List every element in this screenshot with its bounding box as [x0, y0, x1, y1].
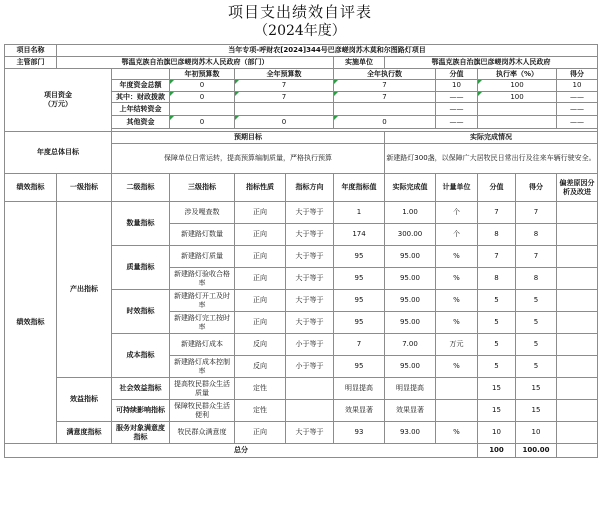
indicator-nature: 正向 [235, 290, 286, 312]
indicator-deviation [557, 400, 598, 422]
level2-sustainable: 可持续影响指标 [112, 400, 170, 422]
fiscal-score: —— [436, 92, 478, 103]
label-carryover: 上年结转资金 [112, 103, 170, 116]
header-deviation: 偏差原因分析及改进 [557, 174, 598, 202]
label-other-funds: 其他资金 [112, 116, 170, 129]
indicator-actual: 95.00 [385, 268, 436, 290]
header-level3: 三级指标 [170, 174, 235, 202]
indicator-name: 新建路灯开工及时率 [170, 290, 235, 312]
funds-blank-header [112, 69, 170, 80]
indicator-deviation [557, 224, 598, 246]
indicator-target: 174 [334, 224, 385, 246]
indicator-direction: 大于等于 [286, 246, 334, 268]
indicator-points: 8 [516, 268, 557, 290]
indicator-deviation [557, 246, 598, 268]
col-exec-rate: 执行率（%） [478, 69, 557, 80]
label-project-name: 项目名称 [5, 45, 57, 57]
level2-quality: 质量指标 [112, 246, 170, 290]
col-annual-budget: 年初预算数 [170, 69, 235, 80]
actual-done-text: 新建路灯300盏，以保障广大居牧民日常出行及往来车辆行驶安全。 [385, 144, 598, 174]
label-actual-done: 实际完成情况 [385, 132, 598, 144]
total-points: 10 [557, 80, 598, 92]
indicator-points: 10 [516, 422, 557, 444]
indicator-nature: 定性 [235, 400, 286, 422]
header-unit: 计量单位 [436, 174, 478, 202]
indicator-actual: 明显提高 [385, 378, 436, 400]
indicator-actual: 95.00 [385, 246, 436, 268]
indicator-points: 5 [516, 356, 557, 378]
indicator-deviation [557, 356, 598, 378]
label-total-funds: 年度资金总额 [112, 80, 170, 92]
indicator-name: 牧民群众满意度 [170, 422, 235, 444]
indicator-target: 95 [334, 356, 385, 378]
carryover-score: —— [436, 103, 478, 116]
indicator-nature: 正向 [235, 224, 286, 246]
impl-unit-value: 鄂温克族自治旗巴彦嵯岗苏木人民政府 [385, 57, 598, 69]
indicator-unit: 个 [436, 224, 478, 246]
indicator-actual: 效果显著 [385, 400, 436, 422]
indicator-name: 新建路灯质量 [170, 246, 235, 268]
indicator-unit: % [436, 268, 478, 290]
indicator-direction: 大于等于 [286, 290, 334, 312]
indicator-deviation [557, 290, 598, 312]
indicator-target: 95 [334, 246, 385, 268]
header-target: 年度指标值 [334, 174, 385, 202]
total-full-exec: 7 [334, 80, 436, 92]
label-perf-indicator: 绩效指标 [5, 202, 57, 444]
other-full-exec: 0 [334, 116, 436, 129]
header-level1: 一级指标 [57, 174, 112, 202]
indicator-score: 7 [478, 246, 516, 268]
indicator-name: 涉及嘎查数 [170, 202, 235, 224]
indicator-points: 5 [516, 290, 557, 312]
indicator-nature: 正向 [235, 202, 286, 224]
indicator-direction [286, 378, 334, 400]
level1-satisfaction: 满意度指标 [57, 422, 112, 444]
title-year: （2024年度） [254, 23, 346, 39]
project-name-value: 当年专项-呼财农[2024]344号巴彦嵯岗苏木莫和尔图路灯项目 [57, 45, 598, 57]
total-full-budget: 7 [235, 80, 334, 92]
indicator-unit: 万元 [436, 334, 478, 356]
indicator-unit: 个 [436, 202, 478, 224]
carryover-annual [170, 103, 235, 116]
indicator-target: 93 [334, 422, 385, 444]
indicator-target: 明显提高 [334, 378, 385, 400]
indicator-unit: % [436, 312, 478, 334]
evaluation-table [4, 44, 598, 458]
indicator-score: 5 [478, 290, 516, 312]
indicator-deviation [557, 268, 598, 290]
label-funds: 项目资金 （万元） [5, 69, 112, 132]
indicator-deviation [557, 334, 598, 356]
indicator-target: 95 [334, 268, 385, 290]
indicator-direction: 大于等于 [286, 312, 334, 334]
indicator-nature: 正向 [235, 422, 286, 444]
col-full-exec: 全年执行数 [334, 69, 436, 80]
indicator-name: 新建路灯完工按时率 [170, 312, 235, 334]
fiscal-points: —— [557, 92, 598, 103]
indicator-points: 15 [516, 400, 557, 422]
total-points-value: 100.00 [516, 444, 557, 458]
indicator-score: 10 [478, 422, 516, 444]
other-rate [478, 116, 557, 129]
indicator-unit [436, 378, 478, 400]
indicator-points: 5 [516, 334, 557, 356]
level1-benefit: 效益指标 [57, 378, 112, 422]
indicator-direction [286, 400, 334, 422]
col-full-budget: 全年预算数 [235, 69, 334, 80]
level2-timeliness: 时效指标 [112, 290, 170, 334]
header-direction: 指标方向 [286, 174, 334, 202]
indicator-direction: 小于等于 [286, 334, 334, 356]
other-score: —— [436, 116, 478, 129]
label-fiscal-funds: 其中：财政拨款 [112, 92, 170, 103]
indicator-name: 新建路灯数量 [170, 224, 235, 246]
indicator-direction: 大于等于 [286, 224, 334, 246]
total-score: 10 [436, 80, 478, 92]
indicator-unit: % [436, 422, 478, 444]
indicator-score: 7 [478, 202, 516, 224]
indicator-nature: 正向 [235, 246, 286, 268]
indicator-actual: 300.00 [385, 224, 436, 246]
indicator-direction: 大于等于 [286, 202, 334, 224]
indicator-deviation [557, 422, 598, 444]
indicator-name: 提高牧民群众生活质量 [170, 378, 235, 400]
indicator-points: 7 [516, 246, 557, 268]
other-annual: 0 [170, 116, 235, 129]
indicator-points: 7 [516, 202, 557, 224]
indicator-name: 新建路灯成本控制率 [170, 356, 235, 378]
fiscal-full-exec: 7 [334, 92, 436, 103]
header-nature: 指标性质 [235, 174, 286, 202]
indicator-score: 15 [478, 378, 516, 400]
indicator-direction: 小于等于 [286, 356, 334, 378]
indicator-name: 新建路灯验收合格率 [170, 268, 235, 290]
indicator-name: 保障牧民群众生活便利 [170, 400, 235, 422]
level2-quantity: 数量指标 [112, 202, 170, 246]
indicator-actual: 95.00 [385, 290, 436, 312]
indicator-score: 5 [478, 334, 516, 356]
indicator-target: 效果显著 [334, 400, 385, 422]
other-full-budget: 0 [235, 116, 334, 129]
indicator-nature: 定性 [235, 378, 286, 400]
label-overall-goal: 年度总体目标 [5, 132, 112, 174]
indicator-target: 7 [334, 334, 385, 356]
indicator-actual: 1.00 [385, 202, 436, 224]
fiscal-full-budget: 7 [235, 92, 334, 103]
indicator-target: 1 [334, 202, 385, 224]
fiscal-annual: 0 [170, 92, 235, 103]
indicator-nature: 正向 [235, 312, 286, 334]
indicator-unit: % [436, 246, 478, 268]
carryover-points: —— [557, 103, 598, 116]
total-rate: 100 [478, 80, 557, 92]
label-department: 主管部门 [5, 57, 57, 69]
indicator-score: 15 [478, 400, 516, 422]
indicator-target: 95 [334, 312, 385, 334]
indicator-unit [436, 400, 478, 422]
carryover-full-exec [334, 103, 436, 116]
label-impl-unit: 实施单位 [334, 57, 385, 69]
total-deviation [557, 444, 598, 458]
indicator-nature: 反向 [235, 356, 286, 378]
indicator-score: 5 [478, 312, 516, 334]
indicator-unit: % [436, 356, 478, 378]
label-expected-goal: 预期目标 [112, 132, 385, 144]
indicator-direction: 大于等于 [286, 268, 334, 290]
indicator-nature: 反向 [235, 334, 286, 356]
level2-cost: 成本指标 [112, 334, 170, 378]
carryover-rate [478, 103, 557, 116]
indicator-score: 8 [478, 224, 516, 246]
indicator-score: 5 [478, 356, 516, 378]
department-value: 鄂温克族自治旗巴彦嵯岗苏木人民政府（部门） [57, 57, 334, 69]
header-score: 分值 [478, 174, 516, 202]
indicator-nature: 正向 [235, 268, 286, 290]
indicator-deviation [557, 312, 598, 334]
total-annual: 0 [170, 80, 235, 92]
indicator-points: 5 [516, 312, 557, 334]
header-actual: 实际完成值 [385, 174, 436, 202]
indicator-actual: 93.00 [385, 422, 436, 444]
header-points: 得分 [516, 174, 557, 202]
level1-output: 产出指标 [57, 202, 112, 378]
total-score-value: 100 [478, 444, 516, 458]
level2-social: 社会效益指标 [112, 378, 170, 400]
indicator-score: 8 [478, 268, 516, 290]
level2-service: 服务对象满意度指标 [112, 422, 170, 444]
indicator-target: 95 [334, 290, 385, 312]
indicator-deviation [557, 378, 598, 400]
fiscal-rate: 100 [478, 92, 557, 103]
expected-goal-text: 保障单位日常运转，提高预算编制质量，严格执行预算 [112, 144, 385, 174]
indicator-deviation [557, 202, 598, 224]
report-title [0, 0, 600, 44]
carryover-full-budget [235, 103, 334, 116]
indicator-points: 15 [516, 378, 557, 400]
label-total: 总分 [5, 444, 478, 458]
header-level2: 二级指标 [112, 174, 170, 202]
indicator-unit: % [436, 290, 478, 312]
col-points: 得分 [557, 69, 598, 80]
indicator-actual: 7.00 [385, 334, 436, 356]
indicator-direction: 大于等于 [286, 422, 334, 444]
col-score: 分值 [436, 69, 478, 80]
other-points: —— [557, 116, 598, 129]
title-main: 项目支出绩效自评表 [227, 3, 372, 21]
indicator-name: 新建路灯成本 [170, 334, 235, 356]
indicator-actual: 95.00 [385, 312, 436, 334]
indicator-actual: 95.00 [385, 356, 436, 378]
indicator-points: 8 [516, 224, 557, 246]
header-perf-indicator: 绩效指标 [5, 174, 57, 202]
